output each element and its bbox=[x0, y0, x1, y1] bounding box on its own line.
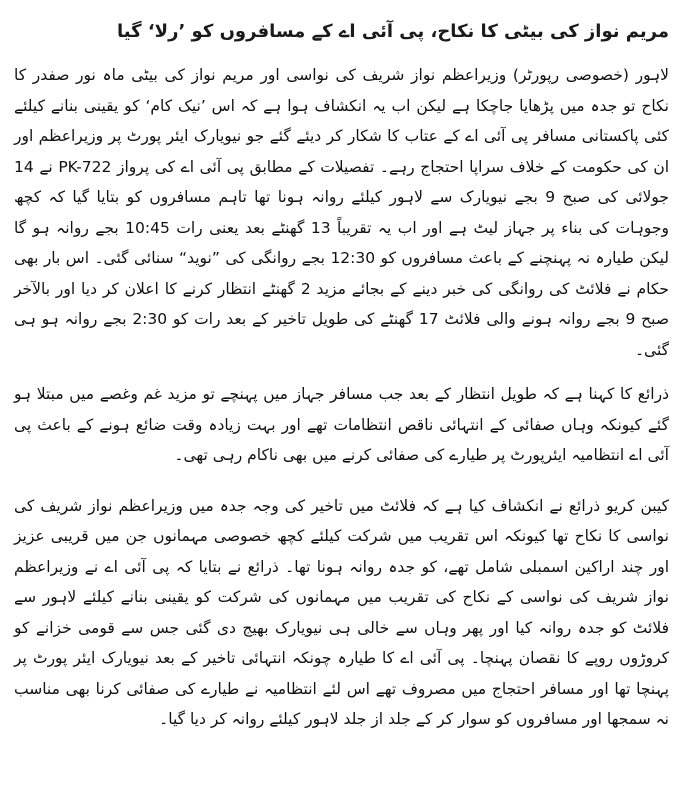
article-paragraph-3: کیبن کریو ذرائع نے انکشاف کیا ہے کہ فلائٹ میں تاخیر کی وجہ جدہ میں وزیراعظم نواز شریف کی نواسی کا نکاح تھا کیونکہ اس تقریب میں شرکت کیلئے کچھ خصوصی مہمانوں جن میں قریبی عزیز اور چند اراکین اسمبلی شامل تھے، کو جدہ روانہ ہونا تھا۔ ذرائع نے بتایا کہ پی آئی اے نے وزیراعظم نواز شریف کی نواسی کے نکاح کی تقریب میں مہمانوں کی شرکت کو یقینی بنانے کیلئے لاہور سے فلائٹ کو جدہ روانہ کیا اور پھر وہاں سے خالی ہی نیویارک بھیج دی گئی جس سے قومی خزانے کو کروڑوں روپے کا نقصان پہنچا۔ پی آئی اے کا طیارہ چونکہ انتہائی تاخیر کے بعد نیویارک ایئر پورٹ پر پہنچا تھا اور مسافر احتجاج میں مصروف تھے اس لئے انتظامیہ نے طیارے کی صفائی کرنا بھی مناسب نہ سمجھا اور مسافروں کو سوار کر کے جلد از جلد لاہور کیلئے روانہ کر دیا گیا۔ bbox=[14, 496, 669, 728]
article-paragraph-1: لاہور (خصوصی رپورٹر) وزیراعظم نواز شریف کی نواسی اور مریم نواز کی بیٹی ماہ نور صفدر کا نکاح تو جدہ میں پڑھایا جاچکا ہے لیکن اب یہ انکشاف ہوا ہے کہ اس ’نیک کام‘ کو یقینی بنانے کیلئے کئی پاکستانی مسافر پی آئی اے کے عتاب کا شکار کر دیئے گئے جو نیویارک ایئر پورٹ پر وزیراعظم اور ان کی حکومت کے خلاف سراپا احتجاج رہے۔ تفصیلات کے مطابق پی آئی اے کی پرواز PK-722 نے 14 جولائی کی صبح 9 بجے نیویارک سے لاہور کیلئے روانہ ہونا تھا تاہم مسافروں کو بتایا گیا کہ کچھ وجوہات کی بناء پر جہاز لیٹ ہے اور اب یہ تقریباً 13 گھنٹے بعد یعنی رات 10:45 بجے روانہ ہو گا لیکن طیارہ نہ پہنچنے کے باعث مسافروں کو 12:30 بجے روانگی کی ”نوید“ سنائی گئی۔ اس بار بھی حکام نے فلائٹ کی روانگی کی خبر دینے کے بجائے مزید 2 گھنٹے انتظار کرنے کا اعلان کر دیا اور بالآخر صبح 9 بجے روانہ ہونے والی فلائٹ 17 گھنٹے کی طویل تاخیر کے بعد رات کو 2:30 بجے روانہ ہو ہی گئی۔ bbox=[14, 66, 670, 359]
article-headline: مریم نواز کی بیٹی کا نکاح، پی آئی اے کے مسافروں کو ’رلا‘ گیا bbox=[117, 21, 669, 42]
article-paragraph-2: ذرائع کا کہنا ہے کہ طویل انتظار کے بعد جب مسافر جہاز میں پہنچے تو مزید غم وغصے میں مبتلا ہو گئے کیونکہ وہاں صفائی کے انتہائی ناقص انتظامات تھے اور بہت زیادہ وقت ضائع ہونے کے باعث پی آئی اے انتظامیہ ایئرپورٹ پر طیارے کی صفائی کرنے میں بھی ناکام رہی تھی۔ bbox=[14, 385, 669, 464]
